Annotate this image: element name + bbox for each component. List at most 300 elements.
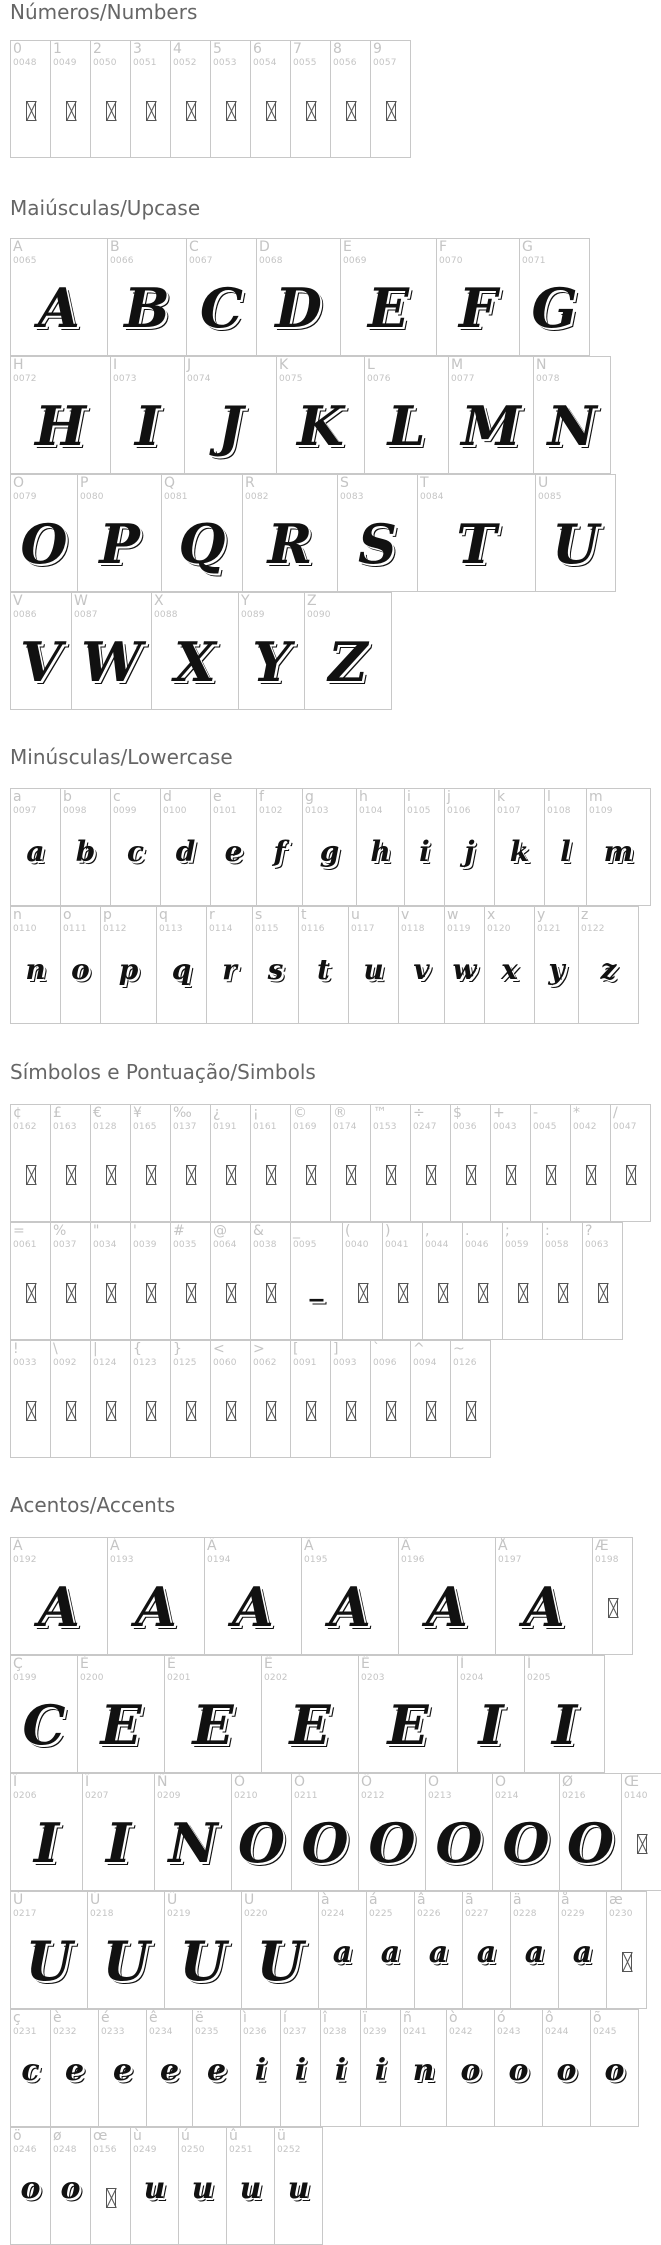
glyph-cell — [241, 1891, 319, 2009]
glyph-code-label: 0041 — [385, 1240, 409, 1250]
glyph-code-label: 0057 — [373, 58, 397, 68]
glyph-cell — [206, 906, 253, 1024]
glyph-character-label: < — [213, 1341, 225, 1357]
glyph-cell — [494, 788, 545, 906]
glyph-code-label: 0039 — [133, 1240, 157, 1250]
glyph-character-label: í — [283, 2010, 287, 2026]
glyph-character-label: é — [101, 2010, 110, 2026]
glyph-cell — [130, 1222, 171, 1340]
glyph-sample: N — [168, 1811, 218, 1875]
glyph-character-label: l — [547, 789, 551, 805]
glyph-cell — [410, 1340, 451, 1458]
glyph-character-label: | — [93, 1341, 98, 1357]
missing-glyph-icon — [186, 1165, 196, 1185]
glyph-code-label: 0203 — [361, 1673, 385, 1683]
missing-glyph-icon — [26, 1165, 36, 1185]
glyph-character-label: Q — [164, 475, 176, 491]
glyph-code-label: 0238 — [323, 2027, 347, 2037]
glyph-sample: E — [367, 276, 410, 340]
glyph-sample: O — [435, 1811, 483, 1875]
glyph-code-label: 0079 — [13, 492, 37, 502]
glyph-code-label: 0085 — [538, 492, 562, 502]
glyph-character-label: # — [173, 1223, 185, 1239]
missing-glyph-icon — [306, 101, 316, 121]
glyph-cell — [534, 906, 579, 1024]
glyph-character-label: K — [279, 357, 289, 373]
glyph-character-label: f — [259, 789, 264, 805]
glyph-cell — [274, 2127, 323, 2245]
glyph-character-label: ö — [13, 2128, 22, 2144]
glyph-character-label: Z — [307, 593, 317, 609]
glyph-sample: F — [458, 276, 498, 340]
glyph-cell — [50, 40, 91, 158]
glyph-cell — [256, 238, 341, 356]
glyph-character-label: ù — [133, 2128, 142, 2144]
missing-glyph-icon — [506, 1165, 516, 1185]
glyph-code-label: 0115 — [255, 924, 279, 934]
glyph-character-label: U — [538, 475, 549, 491]
glyph-code-label: 0047 — [613, 1122, 637, 1132]
glyph-sample: v — [413, 953, 430, 986]
glyph-character-label: + — [493, 1105, 505, 1121]
missing-glyph-icon — [106, 1401, 116, 1421]
glyph-cell — [204, 1537, 302, 1655]
glyph-sample: w — [452, 953, 477, 986]
glyph-character-label: y — [537, 907, 546, 923]
glyph-character-label: T — [420, 475, 429, 491]
missing-glyph-icon — [266, 101, 276, 121]
glyph-code-label: 0225 — [369, 1909, 393, 1919]
glyph-character-label: à — [321, 1892, 330, 1908]
glyph-sample: E — [192, 1693, 234, 1757]
glyph-sample: a — [572, 1935, 593, 1970]
glyph-cell — [10, 1537, 108, 1655]
glyph-character-label: ` — [373, 1341, 380, 1357]
glyph-code-label: 0161 — [253, 1122, 277, 1132]
glyph-cell — [330, 1104, 371, 1222]
glyph-cell — [164, 1891, 242, 2009]
glyph-cell — [210, 788, 257, 906]
glyph-character-label: Ï — [85, 1774, 90, 1790]
glyph-character-label: ô — [545, 2010, 554, 2026]
glyph-cell — [130, 40, 171, 158]
glyph-cell — [10, 1891, 88, 2009]
glyph-cell — [256, 788, 303, 906]
missing-glyph-icon — [608, 1598, 618, 1618]
glyph-cell — [444, 788, 495, 906]
glyph-code-label: 0228 — [513, 1909, 537, 1919]
glyph-character-label: 2 — [93, 41, 102, 57]
glyph-cell — [261, 1655, 359, 1773]
glyph-cell — [370, 1104, 411, 1222]
glyph-code-label: 0251 — [229, 2145, 253, 2155]
glyph-code-label: 0106 — [447, 806, 471, 816]
glyph-cell — [250, 1222, 291, 1340]
glyph-cell — [250, 1104, 291, 1222]
missing-glyph-icon — [266, 1401, 276, 1421]
glyph-code-label: 0235 — [195, 2027, 219, 2037]
glyph-code-label: 0052 — [173, 58, 197, 68]
glyph-character-label: Y — [241, 593, 250, 609]
glyph-sample: T — [456, 512, 497, 576]
missing-glyph-icon — [622, 1952, 632, 1972]
glyph-code-label: 0156 — [93, 2145, 117, 2155]
glyph-character-label: / — [613, 1105, 618, 1121]
glyph-cell — [10, 2127, 51, 2245]
glyph-character-label: £ — [53, 1105, 62, 1121]
glyph-code-label: 0210 — [234, 1791, 258, 1801]
glyph-cell — [170, 1222, 211, 1340]
missing-glyph-icon — [186, 1283, 196, 1303]
glyph-cell — [90, 1222, 131, 1340]
glyph-code-label: 0063 — [585, 1240, 609, 1250]
glyph-cell — [606, 1891, 647, 2009]
glyph-character-label: 1 — [53, 41, 62, 57]
glyph-sample: M — [461, 394, 521, 458]
glyph-cell — [301, 1537, 399, 1655]
glyph-sample: R — [267, 512, 313, 576]
glyph-character-label: ' — [133, 1223, 137, 1239]
missing-glyph-icon — [466, 1165, 476, 1185]
glyph-cell — [154, 1773, 232, 1891]
glyph-code-label: 0092 — [53, 1358, 77, 1368]
glyph-cell — [398, 906, 445, 1024]
glyph-sample: A — [38, 1575, 80, 1639]
glyph-cell — [290, 1340, 331, 1458]
glyph-character-label: € — [93, 1105, 102, 1121]
glyph-cell — [226, 2127, 275, 2245]
glyph-sample: a — [476, 1935, 497, 1970]
glyph-sample: Y — [252, 630, 291, 694]
glyph-code-label: 0059 — [505, 1240, 529, 1250]
glyph-cell — [530, 1104, 571, 1222]
missing-glyph-icon — [398, 1283, 408, 1303]
glyph-cell — [360, 2009, 401, 2127]
glyph-cell — [366, 1891, 415, 2009]
glyph-cell — [410, 1104, 451, 1222]
glyph-character-label: W — [74, 593, 88, 609]
glyph-character-label: i — [407, 789, 411, 805]
glyph-sample: U — [179, 1929, 227, 1993]
glyph-character-label: ó — [497, 2010, 506, 2026]
glyph-cell — [130, 2127, 179, 2245]
glyph-code-label: 0105 — [407, 806, 431, 816]
glyph-code-label: 0103 — [305, 806, 329, 816]
glyph-code-label: 0250 — [181, 2145, 205, 2155]
glyph-cell — [242, 474, 338, 592]
glyph-cell — [358, 1655, 458, 1773]
glyph-cell — [250, 40, 291, 158]
glyph-code-label: 0033 — [13, 1358, 37, 1368]
section-title-symbols: Símbolos e Pontuação/Simbols — [10, 1060, 316, 1084]
glyph-character-label: ¥ — [133, 1105, 142, 1121]
glyph-cell — [398, 1537, 496, 1655]
glyph-character-label: ) — [385, 1223, 391, 1239]
glyph-sample: o — [71, 953, 90, 986]
glyph-code-label: 0121 — [537, 924, 561, 934]
glyph-code-label: 0120 — [487, 924, 511, 934]
glyph-sample: P — [99, 512, 140, 576]
glyph-cell — [320, 2009, 361, 2127]
glyph-character-label: ( — [345, 1223, 351, 1239]
missing-glyph-icon — [386, 1165, 396, 1185]
glyph-code-label: 0234 — [149, 2027, 173, 2037]
glyph-character-label: Ç — [13, 1656, 23, 1672]
glyph-cell — [457, 1655, 525, 1773]
missing-glyph-icon — [146, 101, 156, 121]
glyph-character-label: O — [13, 475, 25, 491]
glyph-sample: a — [428, 1935, 449, 1970]
glyph-character-label: p — [103, 907, 112, 923]
glyph-character-label: b — [63, 789, 72, 805]
glyph-character-label: œ — [93, 2128, 108, 2144]
glyph-cell — [10, 1655, 78, 1773]
glyph-character-label: h — [359, 789, 368, 805]
glyph-character-label: V — [13, 593, 23, 609]
glyph-code-label: 0058 — [545, 1240, 569, 1250]
glyph-cell — [107, 1537, 205, 1655]
missing-glyph-icon — [626, 1165, 636, 1185]
missing-glyph-icon — [66, 1165, 76, 1185]
glyph-sample: A — [329, 1575, 371, 1639]
glyph-code-label: 0218 — [90, 1909, 114, 1919]
glyph-code-label: 0099 — [113, 806, 137, 816]
glyph-character-label: Í — [527, 1656, 532, 1672]
glyph-sample: o — [20, 2171, 41, 2206]
missing-glyph-icon — [66, 1401, 76, 1421]
glyph-character-label: 6 — [253, 41, 262, 57]
glyph-cell — [178, 2127, 227, 2245]
glyph-code-label: 0076 — [367, 374, 391, 384]
glyph-code-label: 0219 — [167, 1909, 191, 1919]
glyph-cell — [10, 906, 61, 1024]
glyph-sample: f — [273, 835, 286, 868]
glyph-character-label: d — [163, 789, 172, 805]
glyph-character-label: F — [439, 239, 448, 255]
glyph-character-label: É — [167, 1656, 176, 1672]
glyph-character-label: m — [589, 789, 603, 805]
glyph-code-label: 0113 — [159, 924, 183, 934]
glyph-sample: H — [34, 394, 87, 458]
glyph-cell — [107, 238, 187, 356]
glyph-character-label: ì — [243, 2010, 247, 2026]
glyph-code-label: 0124 — [93, 1358, 117, 1368]
glyph-character-label: } — [173, 1341, 182, 1357]
glyph-cell — [290, 1104, 331, 1222]
glyph-sample: y — [548, 953, 565, 986]
glyph-sample: L — [387, 394, 426, 458]
glyph-cell — [10, 2009, 51, 2127]
glyph-cell — [291, 1773, 359, 1891]
glyph-code-label: 0169 — [293, 1122, 317, 1132]
glyph-character-label: " — [93, 1223, 100, 1239]
glyph-character-label: g — [305, 789, 314, 805]
glyph-code-label: 0226 — [417, 1909, 441, 1919]
glyph-character-label: : — [545, 1223, 550, 1239]
glyph-cell — [400, 2009, 447, 2127]
glyph-cell — [535, 474, 616, 592]
glyph-cell — [370, 40, 411, 158]
glyph-sample: o — [604, 2053, 625, 2088]
glyph-sample: a — [524, 1935, 545, 1970]
glyph-character-label: c — [113, 789, 121, 805]
glyph-character-label: Ó — [294, 1774, 306, 1790]
glyph-cell — [337, 474, 418, 592]
glyph-cell — [164, 1655, 262, 1773]
glyph-character-label: k — [497, 789, 506, 805]
glyph-cell — [50, 2009, 99, 2127]
glyph-cell — [192, 2009, 241, 2127]
glyph-code-label: 0064 — [213, 1240, 237, 1250]
glyph-character-label: t — [301, 907, 307, 923]
glyph-character-label: 7 — [293, 41, 302, 57]
glyph-code-label: 0087 — [74, 610, 98, 620]
missing-glyph-icon — [346, 1165, 356, 1185]
glyph-sample: e — [206, 2053, 227, 2088]
glyph-cell — [450, 1104, 491, 1222]
glyph-sample: i — [419, 835, 430, 868]
glyph-code-label: 0209 — [157, 1791, 181, 1801]
glyph-sample: l — [560, 835, 571, 868]
glyph-cell — [519, 238, 590, 356]
glyph-code-label: 0128 — [93, 1122, 117, 1132]
section-title-numbers: Números/Numbers — [10, 0, 198, 24]
glyph-character-label: 9 — [373, 41, 382, 57]
glyph-cell — [417, 474, 536, 592]
glyph-character-label: ò — [449, 2010, 458, 2026]
glyph-cell — [98, 2009, 147, 2127]
glyph-sample: o — [556, 2053, 577, 2088]
glyph-character-label: I — [113, 357, 118, 373]
missing-glyph-icon — [66, 1283, 76, 1303]
glyph-character-label: _ — [293, 1223, 300, 1239]
glyph-cell — [170, 40, 211, 158]
glyph-code-label: 0034 — [93, 1240, 117, 1250]
glyph-code-label: 0201 — [167, 1673, 191, 1683]
glyph-code-label: 0048 — [13, 58, 37, 68]
glyph-character-label: 3 — [133, 41, 142, 57]
glyph-cell — [436, 238, 520, 356]
glyph-character-label: w — [447, 907, 459, 923]
glyph-cell — [50, 1340, 91, 1458]
glyph-cell — [160, 788, 211, 906]
glyph-sample: o — [60, 2171, 81, 2206]
glyph-character-label: H — [13, 357, 24, 373]
glyph-code-label: 0137 — [173, 1122, 197, 1132]
glyph-character-label: Ë — [361, 1656, 370, 1672]
glyph-code-label: 0107 — [497, 806, 521, 816]
glyph-sample: E — [100, 1693, 142, 1757]
glyph-cell — [414, 1891, 463, 2009]
glyph-sample: z — [600, 953, 617, 986]
glyph-sample: C — [22, 1693, 66, 1757]
glyph-code-label: 0237 — [283, 2027, 307, 2037]
missing-glyph-icon — [386, 1401, 396, 1421]
glyph-cell — [280, 2009, 321, 2127]
glyph-code-label: 0104 — [359, 806, 383, 816]
glyph-sample: i — [374, 2053, 387, 2088]
glyph-cell — [450, 1340, 491, 1458]
glyph-code-label: 0198 — [595, 1555, 619, 1565]
missing-glyph-icon — [466, 1401, 476, 1421]
glyph-character-label: \ — [53, 1341, 58, 1357]
glyph-character-label: 5 — [213, 41, 222, 57]
glyph-character-label: M — [451, 357, 464, 373]
glyph-code-label: 0065 — [13, 256, 37, 266]
glyph-cell — [358, 1773, 426, 1891]
glyph-cell — [71, 592, 152, 710]
glyph-code-label: 0040 — [345, 1240, 369, 1250]
missing-glyph-icon — [106, 2188, 116, 2208]
glyph-sample: A — [232, 1575, 274, 1639]
glyph-cell — [10, 40, 51, 158]
glyph-character-label: Ù — [13, 1892, 24, 1908]
glyph-cell — [250, 1340, 291, 1458]
glyph-cell — [100, 906, 157, 1024]
glyph-cell — [495, 1537, 593, 1655]
glyph-sample: e — [64, 2053, 85, 2088]
glyph-code-label: 0036 — [453, 1122, 477, 1132]
glyph-sample: A — [135, 1575, 177, 1639]
glyph-code-label: 0042 — [573, 1122, 597, 1132]
missing-glyph-icon — [266, 1165, 276, 1185]
glyph-code-label: 0043 — [493, 1122, 517, 1132]
glyph-cell — [130, 1340, 171, 1458]
glyph-sample: _ — [309, 1269, 324, 1302]
glyph-cell — [590, 2009, 639, 2127]
glyph-cell — [231, 1773, 292, 1891]
glyph-character-label: ¿ — [213, 1105, 221, 1121]
glyph-sample: U — [25, 1929, 73, 1993]
glyph-sample: x — [501, 953, 518, 986]
glyph-code-label: 0077 — [451, 374, 475, 384]
glyph-code-label: 0197 — [498, 1555, 522, 1565]
glyph-code-label: 0140 — [624, 1791, 648, 1801]
glyph-code-label: 0112 — [103, 924, 127, 934]
glyph-cell — [524, 1655, 605, 1773]
glyph-code-label: 0230 — [609, 1909, 633, 1919]
glyph-sample: S — [358, 512, 397, 576]
glyph-character-label: Ú — [90, 1892, 101, 1908]
glyph-cell — [448, 356, 534, 474]
glyph-cell — [50, 2127, 91, 2245]
glyph-character-label: õ — [593, 2010, 602, 2026]
glyph-cell — [446, 2009, 495, 2127]
missing-glyph-icon — [358, 1283, 368, 1303]
glyph-character-label: v — [401, 907, 410, 923]
glyph-code-label: 0162 — [13, 1122, 37, 1132]
glyph-character-label: Î — [13, 1774, 18, 1790]
glyph-character-label: û — [229, 2128, 238, 2144]
glyph-code-label: 0072 — [13, 374, 37, 384]
glyph-character-label: Å — [498, 1538, 508, 1554]
glyph-code-label: 0153 — [373, 1122, 397, 1132]
glyph-character-label: & — [253, 1223, 264, 1239]
glyph-character-label: î — [323, 2010, 327, 2026]
glyph-cell — [494, 2009, 543, 2127]
glyph-sample: m — [603, 835, 634, 868]
missing-glyph-icon — [106, 1283, 116, 1303]
glyph-sample: I — [134, 394, 161, 458]
glyph-character-label: e — [213, 789, 222, 805]
glyph-cell — [490, 1104, 531, 1222]
glyph-character-label: ~ — [453, 1341, 465, 1357]
missing-glyph-icon — [386, 101, 396, 121]
glyph-code-label: 0078 — [536, 374, 560, 384]
glyph-cell — [130, 1104, 171, 1222]
glyph-cell — [161, 474, 243, 592]
glyph-code-label: 0056 — [333, 58, 357, 68]
